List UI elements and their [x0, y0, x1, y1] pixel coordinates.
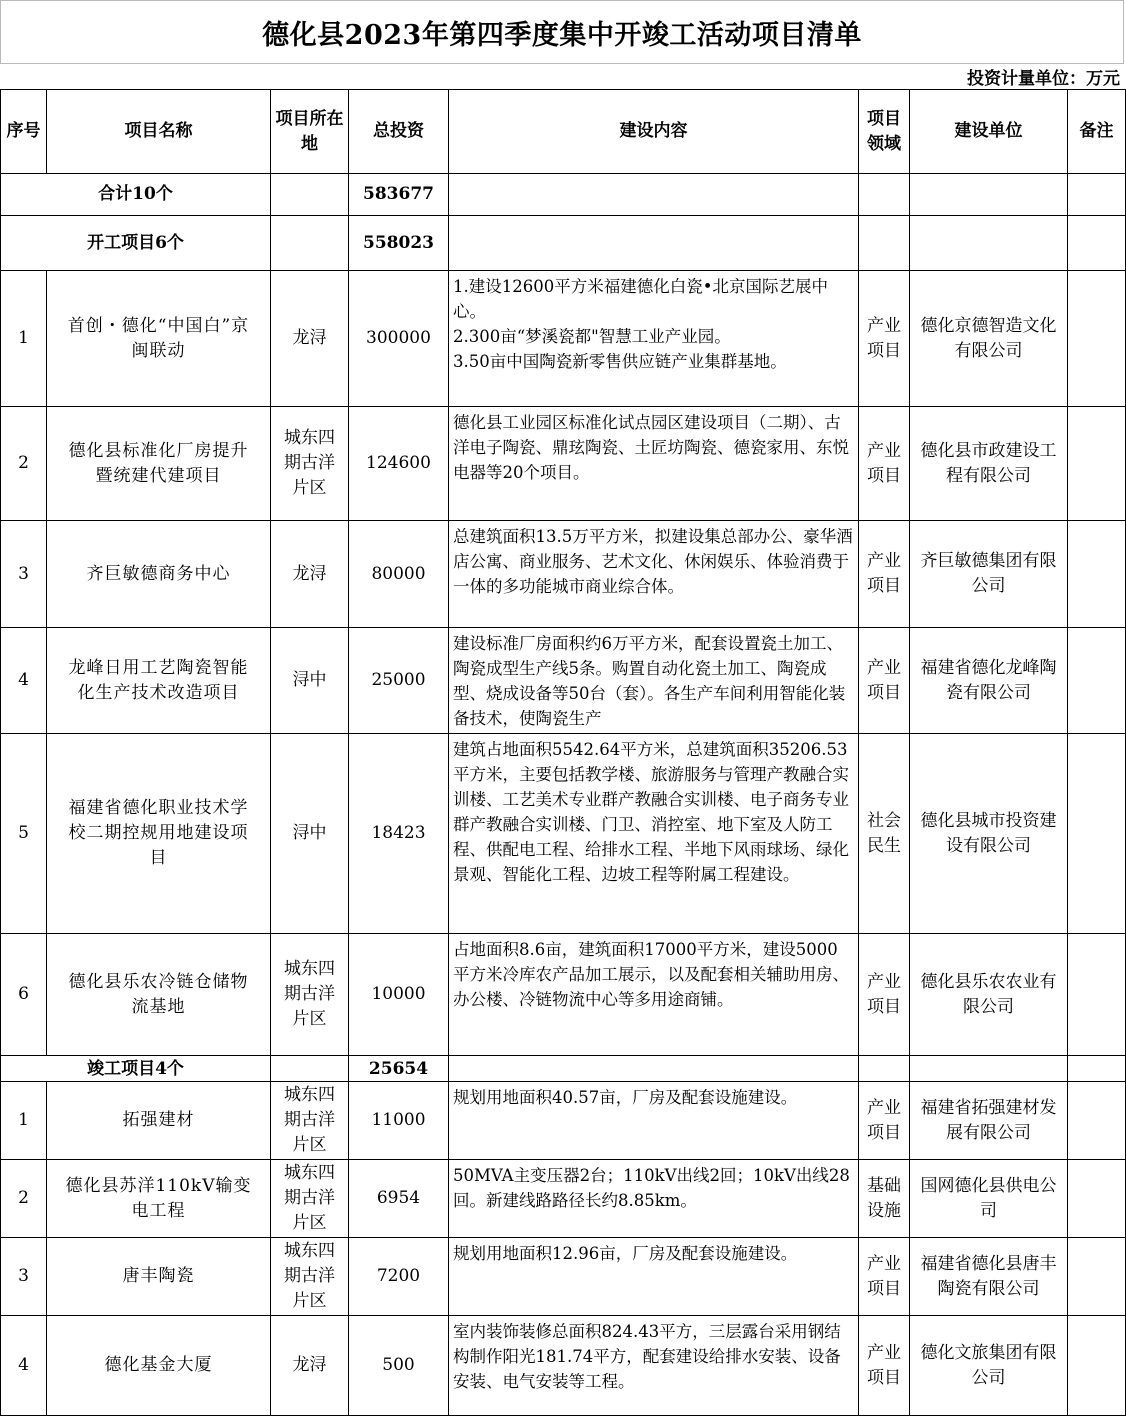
- seq-cell: 3: [1, 1238, 47, 1316]
- remark-cell: [1068, 521, 1126, 628]
- unit-cell: 德化文旅集团有限公司: [910, 1316, 1068, 1416]
- empty-cell: [449, 216, 859, 271]
- field-cell: 产业项目: [859, 1082, 910, 1160]
- empty-cell: [271, 1056, 349, 1082]
- investment-cell: 10000: [349, 934, 449, 1056]
- project-name-cell: 德化县标准化厂房提升暨统建代建项目: [47, 407, 271, 521]
- empty-cell: [449, 174, 859, 216]
- header-investment: 总投资: [349, 90, 449, 174]
- seq-cell: 5: [1, 734, 47, 934]
- remark-cell: [1068, 1160, 1126, 1238]
- empty-cell: [910, 1056, 1068, 1082]
- location-cell: 城东四期古洋片区: [271, 1160, 349, 1238]
- location-cell: 龙浔: [271, 1316, 349, 1416]
- location-cell: 龙浔: [271, 521, 349, 628]
- empty-cell: [271, 216, 349, 271]
- finish-group-investment: 25654: [349, 1056, 449, 1082]
- field-cell: 产业项目: [859, 271, 910, 407]
- project-name-cell: 德化县乐农冷链仓储物流基地: [47, 934, 271, 1056]
- seq-cell: 3: [1, 521, 47, 628]
- unit-cell: 齐巨敏德集团有限公司: [910, 521, 1068, 628]
- table-row: [1, 521, 1126, 628]
- header-remark: 备注: [1068, 90, 1126, 174]
- location-cell: 龙浔: [271, 271, 349, 407]
- field-cell: 产业项目: [859, 1238, 910, 1316]
- empty-cell: [271, 174, 349, 216]
- project-name-cell: 唐丰陶瓷: [47, 1238, 271, 1316]
- header-seq: 序号: [1, 90, 47, 174]
- project-name-cell: 福建省德化职业技术学校二期控规用地建设项目: [47, 734, 271, 934]
- location-cell: 城东四期古洋片区: [271, 407, 349, 521]
- seq-cell: 1: [1, 271, 47, 407]
- remark-cell: [1068, 1082, 1126, 1160]
- content-cell: 规划用地面积12.96亩，厂房及配套设施建设。: [449, 1238, 859, 1316]
- unit-cell: 德化县市政建设工程有限公司: [910, 407, 1068, 521]
- finish-group-label: 竣工项目4个: [1, 1056, 271, 1082]
- unit-cell: 德化京德智造文化有限公司: [910, 271, 1068, 407]
- field-cell: 产业项目: [859, 1316, 910, 1416]
- content-cell: 德化县工业园区标准化试点园区建设项目（二期）、古洋电子陶瓷、鼎玹陶瓷、土匠坊陶瓷、德瓷家用、东悦电器等20个项目。: [449, 407, 859, 521]
- investment-cell: 80000: [349, 521, 449, 628]
- seq-cell: 4: [1, 1316, 47, 1416]
- investment-cell: 300000: [349, 271, 449, 407]
- empty-cell: [1068, 174, 1126, 216]
- header-content: 建设内容: [449, 90, 859, 174]
- table-row: [1, 1316, 1126, 1416]
- location-cell: 城东四期古洋片区: [271, 934, 349, 1056]
- remark-cell: [1068, 1238, 1126, 1316]
- investment-cell: 500: [349, 1316, 449, 1416]
- project-table: [0, 89, 1126, 1416]
- project-name-cell: 德化县苏洋110kV输变电工程: [47, 1160, 271, 1238]
- unit-cell: 福建省德化龙峰陶瓷有限公司: [910, 628, 1068, 734]
- field-cell: 产业项目: [859, 934, 910, 1056]
- location-cell: 城东四期古洋片区: [271, 1082, 349, 1160]
- empty-cell: [859, 1056, 910, 1082]
- investment-cell: 124600: [349, 407, 449, 521]
- table-row: [1, 1160, 1126, 1238]
- header-unit: 建设单位: [910, 90, 1068, 174]
- table-row: [1, 934, 1126, 1056]
- table-row: [1, 271, 1126, 407]
- content-cell: 总建筑面积13.5万平方米，拟建设集总部办公、豪华酒店公寓、商业服务、艺术文化、休闲娱乐、体验消费于一体的多功能城市商业综合体。: [449, 521, 859, 628]
- unit-cell: 福建省德化县唐丰陶瓷有限公司: [910, 1238, 1068, 1316]
- header-location: 项目所在地: [271, 90, 349, 174]
- empty-cell: [910, 174, 1068, 216]
- remark-cell: [1068, 407, 1126, 521]
- remark-cell: [1068, 934, 1126, 1056]
- empty-cell: [449, 1056, 859, 1082]
- content-cell: 建筑占地面积5542.64平方米，总建筑面积35206.53平方米，主要包括教学楼、旅游服务与管理产教融合实训楼、工艺美术专业群产教融合实训楼、电子商务专业群产教融合实训楼、门卫、消控室、地下室及人防工程、供配电工程、给排水工程、半地下风雨球场、绿化景观、智能化工程、边坡工程等附属工程建设。: [449, 734, 859, 934]
- table-row: [1, 407, 1126, 521]
- empty-cell: [859, 174, 910, 216]
- project-name-cell: 德化基金大厦: [47, 1316, 271, 1416]
- total-label: 合计10个: [1, 174, 271, 216]
- seq-cell: 2: [1, 1160, 47, 1238]
- header-row: [1, 90, 1126, 174]
- header-name: 项目名称: [47, 90, 271, 174]
- empty-cell: [1068, 216, 1126, 271]
- start-group-label: 开工项目6个: [1, 216, 271, 271]
- total-row: [1, 174, 1126, 216]
- start-group-investment: 558023: [349, 216, 449, 271]
- location-cell: 城东四期古洋片区: [271, 1238, 349, 1316]
- unit-cell: 德化县乐农农业有限公司: [910, 934, 1068, 1056]
- empty-cell: [1068, 1056, 1126, 1082]
- content-cell: 规划用地面积40.57亩，厂房及配套设施建设。: [449, 1082, 859, 1160]
- content-cell: 建设标准厂房面积约6万平方米，配套设置瓷土加工、陶瓷成型生产线5条。购置自动化瓷土加工、陶瓷成型、烧成设备等50台（套）。各生产车间利用智能化装备技术，使陶瓷生产: [449, 628, 859, 734]
- location-cell: 浔中: [271, 734, 349, 934]
- investment-cell: 25000: [349, 628, 449, 734]
- header-field: 项目领域: [859, 90, 910, 174]
- content-cell: 50MVA主变压器2台；110kV出线2回；10kV出线28回。新建线路路径长约8.85km。: [449, 1160, 859, 1238]
- project-name-cell: 拓强建材: [47, 1082, 271, 1160]
- remark-cell: [1068, 628, 1126, 734]
- seq-cell: 6: [1, 934, 47, 1056]
- content-cell: 室内装饰装修总面积824.43平方，三层露台采用钢结构制作阳光181.74平方，配套建设给排水安装、设备安装、电气安装等工程。: [449, 1316, 859, 1416]
- investment-unit-note: 投资计量单位：万元: [967, 69, 1120, 89]
- project-name-cell: 齐巨敏德商务中心: [47, 521, 271, 628]
- empty-cell: [859, 216, 910, 271]
- remark-cell: [1068, 734, 1126, 934]
- remark-cell: [1068, 271, 1126, 407]
- unit-cell: 国网德化县供电公司: [910, 1160, 1068, 1238]
- seq-cell: 1: [1, 1082, 47, 1160]
- investment-cell: 11000: [349, 1082, 449, 1160]
- field-cell: 基础设施: [859, 1160, 910, 1238]
- empty-cell: [910, 216, 1068, 271]
- total-investment: 583677: [349, 174, 449, 216]
- content-cell: 占地面积8.6亩，建筑面积17000平方米，建设5000平方米冷库农产品加工展示，以及配套相关辅助用房、办公楼、冷链物流中心等多用途商铺。: [449, 934, 859, 1056]
- remark-cell: [1068, 1316, 1126, 1416]
- field-cell: 社会民生: [859, 734, 910, 934]
- start-group-row: [1, 216, 1126, 271]
- content-cell: 1.建设12600平方米福建德化白瓷•北京国际艺展中心。 2.300亩“梦溪瓷都"智慧工业产业园。 3.50亩中国陶瓷新零售供应链产业集群基地。: [449, 271, 859, 407]
- field-cell: 产业项目: [859, 407, 910, 521]
- investment-cell: 6954: [349, 1160, 449, 1238]
- seq-cell: 2: [1, 407, 47, 521]
- table-row: [1, 628, 1126, 734]
- table-row: [1, 734, 1126, 934]
- seq-cell: 4: [1, 628, 47, 734]
- field-cell: 产业项目: [859, 521, 910, 628]
- investment-cell: 7200: [349, 1238, 449, 1316]
- table-row: [1, 1082, 1126, 1160]
- project-name-cell: 首创・德化“中国白”京闽联动: [47, 271, 271, 407]
- table-row: [1, 1238, 1126, 1316]
- page-title: 德化县2023年第四季度集中开竣工活动项目清单: [0, 0, 1124, 64]
- project-name-cell: 龙峰日用工艺陶瓷智能化生产技术改造项目: [47, 628, 271, 734]
- unit-cell: 德化县城市投资建设有限公司: [910, 734, 1068, 934]
- field-cell: 产业项目: [859, 628, 910, 734]
- unit-cell: 福建省拓强建材发展有限公司: [910, 1082, 1068, 1160]
- investment-cell: 18423: [349, 734, 449, 934]
- location-cell: 浔中: [271, 628, 349, 734]
- finish-group-row: [1, 1056, 1126, 1082]
